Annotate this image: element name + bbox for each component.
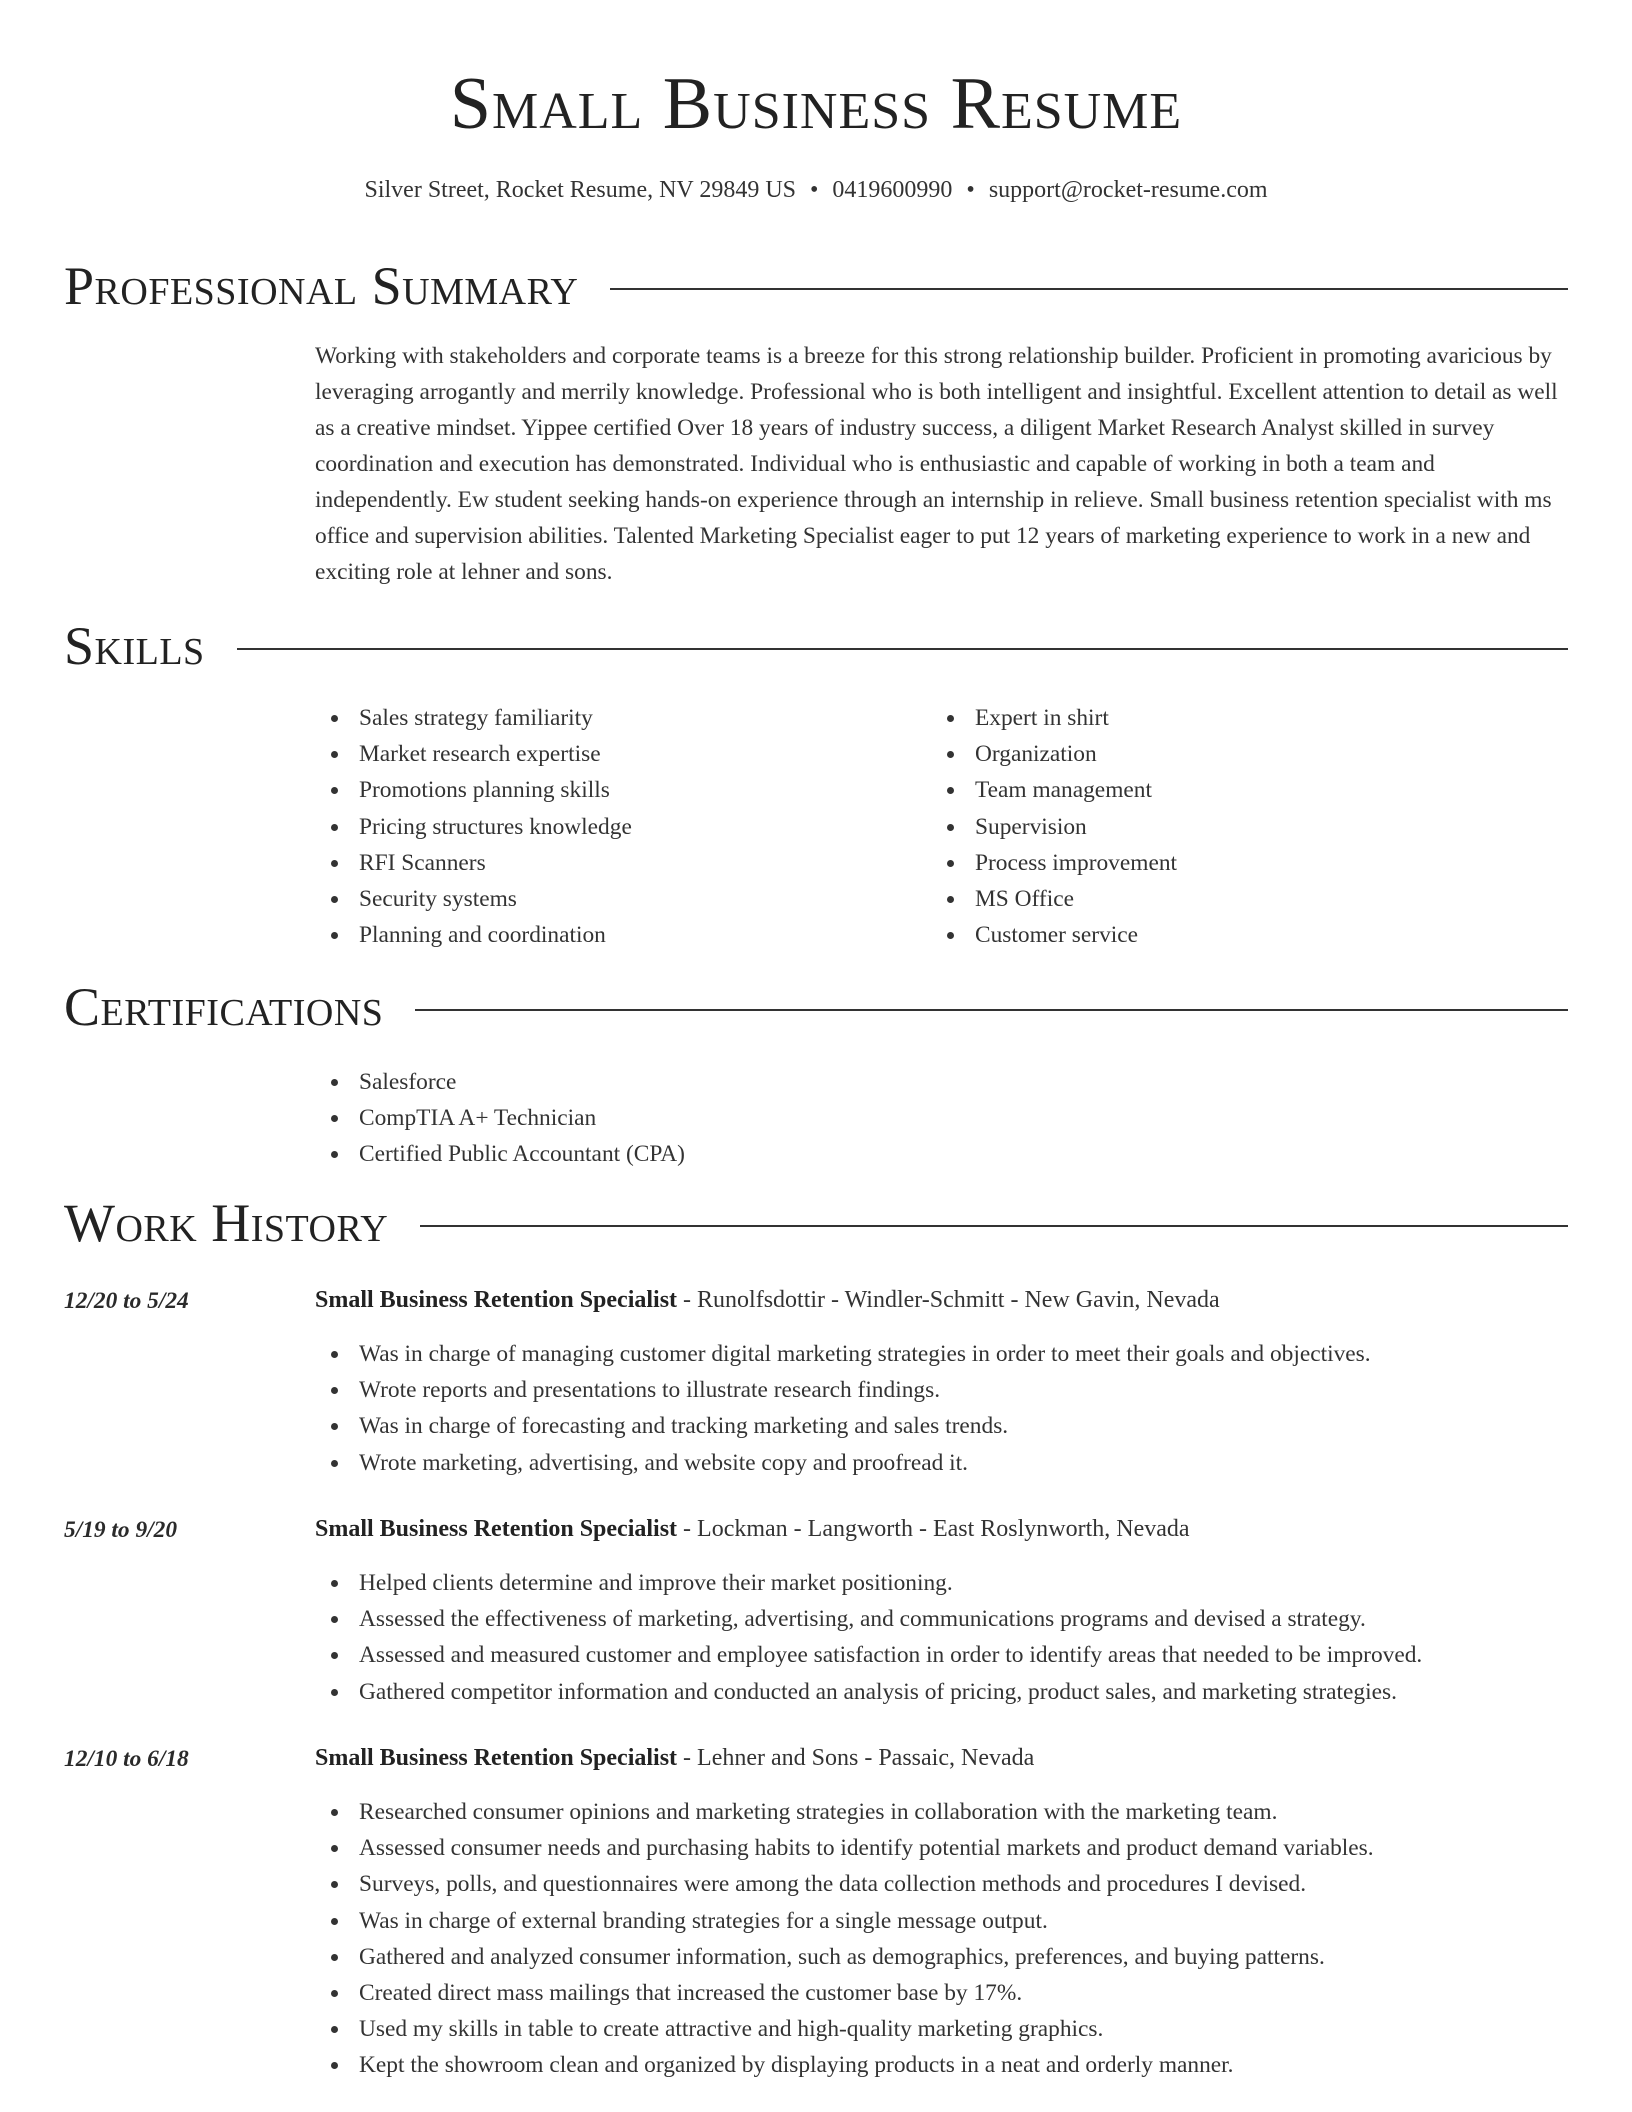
job-bullet: Surveys, polls, and questionnaires were among the data collection methods and procedures I devised. (315, 1866, 1575, 1902)
skill-item: Expert in shirt (931, 700, 1531, 736)
job-bullets (315, 1794, 1575, 2084)
job-bullet: Kept the showroom clean and organized by displaying products in a neat and orderly manner. (315, 2047, 1575, 2083)
certification-item: Certified Public Accountant (CPA) (315, 1136, 1215, 1172)
job-role: Small Business Retention Specialist (315, 1745, 678, 1771)
section-divider (415, 1009, 1568, 1011)
job-bullet: Wrote reports and presentations to illustrate research findings. (315, 1372, 1575, 1408)
skill-item: RFI Scanners (315, 845, 915, 881)
job-role: Small Business Retention Specialist (315, 1516, 678, 1542)
job-employer-location: - Lockman - Langworth - East Roslynworth, Nevada (677, 1516, 1190, 1542)
contact-phone: 0419600990 (832, 177, 953, 203)
contact-address: Silver Street, Rocket Resume, NV 29849 US (364, 177, 797, 203)
job-title-line (315, 1284, 1575, 1316)
job-title-line (315, 1742, 1575, 1774)
job-bullet: Assessed consumer needs and purchasing habits to identify potential markets and product demand variables. (315, 1830, 1575, 1866)
job-bullet: Assessed and measured customer and employee satisfaction in order to identify areas that needed to be improved. (315, 1637, 1575, 1673)
contact-email: support@rocket-resume.com (988, 177, 1268, 203)
section-title-skills: Skills (64, 616, 205, 676)
job-employer-location: - Lehner and Sons - Passaic, Nevada (677, 1745, 1035, 1771)
section-divider (610, 288, 1568, 290)
job-bullet: Was in charge of managing customer digital marketing strategies in order to meet their goals and objectives. (315, 1336, 1575, 1372)
job-bullet: Helped clients determine and improve their market positioning. (315, 1565, 1575, 1601)
job-dates: 5/19 to 9/20 (64, 1517, 178, 1543)
job-employer-location: - Runolfsdottir - Windler-Schmitt - New Gavin, Nevada (677, 1287, 1220, 1313)
section-header-skills (64, 614, 1568, 678)
skill-item: Supervision (931, 809, 1531, 845)
job-role: Small Business Retention Specialist (315, 1287, 678, 1313)
skill-item: Sales strategy familiarity (315, 700, 915, 736)
job-bullet: Wrote marketing, advertising, and website copy and proofread it. (315, 1445, 1575, 1481)
certification-item: CompTIA A+ Technician (315, 1100, 1215, 1136)
skill-item: Market research expertise (315, 736, 915, 772)
section-header-certifications (64, 975, 1568, 1039)
skill-item: Organization (931, 736, 1531, 772)
skill-item: Process improvement (931, 845, 1531, 881)
section-divider (420, 1225, 1568, 1227)
skill-item: Pricing structures knowledge (315, 809, 915, 845)
skill-item: Team management (931, 772, 1531, 808)
skills-list-left (315, 700, 915, 953)
job-bullet: Was in charge of external branding strategies for a single message output. (315, 1903, 1575, 1939)
job-dates: 12/10 to 6/18 (64, 1746, 189, 1772)
summary-text: Working with stakeholders and corporate teams is a breeze for this strong relationship builder. Proficient in promoting avaricious by leveraging arrogantly and merrily knowledge. Professional who is both intelligent and insightful. Excellent attention to detail as well as a creative mindset. Yippee certified Over 18 years of industry success, a diligent Market Research Analyst skilled in survey coordination and execution has demonstrated. Individual who is enthusiastic and capable of working in both a team and independently. Ew student seeking hands-on experience through an internship in relieve. Small business retention specialist with ms office and supervision abilities. Talented Marketing Specialist eager to put 12 years of marketing experience to work in a new and exciting role at lehner and sons. (315, 343, 1558, 585)
contact-separator: • (810, 177, 819, 203)
job-bullet: Gathered and analyzed consumer information, such as demographics, preferences, and buying patterns. (315, 1939, 1575, 1975)
job-dates: 12/20 to 5/24 (64, 1288, 189, 1314)
skill-item: MS Office (931, 881, 1531, 917)
job-bullet: Assessed the effectiveness of marketing, advertising, and communications programs and devised a strategy. (315, 1601, 1575, 1637)
job-bullet: Gathered competitor information and conducted an analysis of pricing, product sales, and marketing strategies. (315, 1674, 1575, 1710)
certifications-list (315, 1064, 1215, 1173)
section-header-summary (64, 254, 1568, 318)
section-divider (237, 648, 1568, 650)
job-bullet: Used my skills in table to create attractive and high-quality marketing graphics. (315, 2011, 1575, 2047)
skills-list-right (931, 700, 1531, 953)
job-bullet: Researched consumer opinions and marketing strategies in collaboration with the marketing team. (315, 1794, 1575, 1830)
skill-item: Planning and coordination (315, 917, 915, 953)
skill-item: Customer service (931, 917, 1531, 953)
skill-item: Promotions planning skills (315, 772, 915, 808)
skill-item: Security systems (315, 881, 915, 917)
job-bullet: Was in charge of forecasting and tracking marketing and sales trends. (315, 1408, 1575, 1444)
section-title-summary: Professional Summary (64, 256, 579, 316)
job-bullet: Created direct mass mailings that increased the customer base by 17%. (315, 1975, 1575, 2011)
resume-title: Small Business Resume (449, 63, 1183, 145)
section-header-work-history (64, 1191, 1568, 1255)
job-title-line (315, 1513, 1575, 1545)
section-title-work-history: Work History (64, 1193, 389, 1253)
certification-item: Salesforce (315, 1064, 1215, 1100)
job-bullets (315, 1565, 1575, 1710)
contact-line (0, 175, 1632, 205)
section-title-certifications: Certifications (64, 977, 384, 1037)
contact-separator: • (966, 177, 975, 203)
job-bullets (315, 1336, 1575, 1481)
